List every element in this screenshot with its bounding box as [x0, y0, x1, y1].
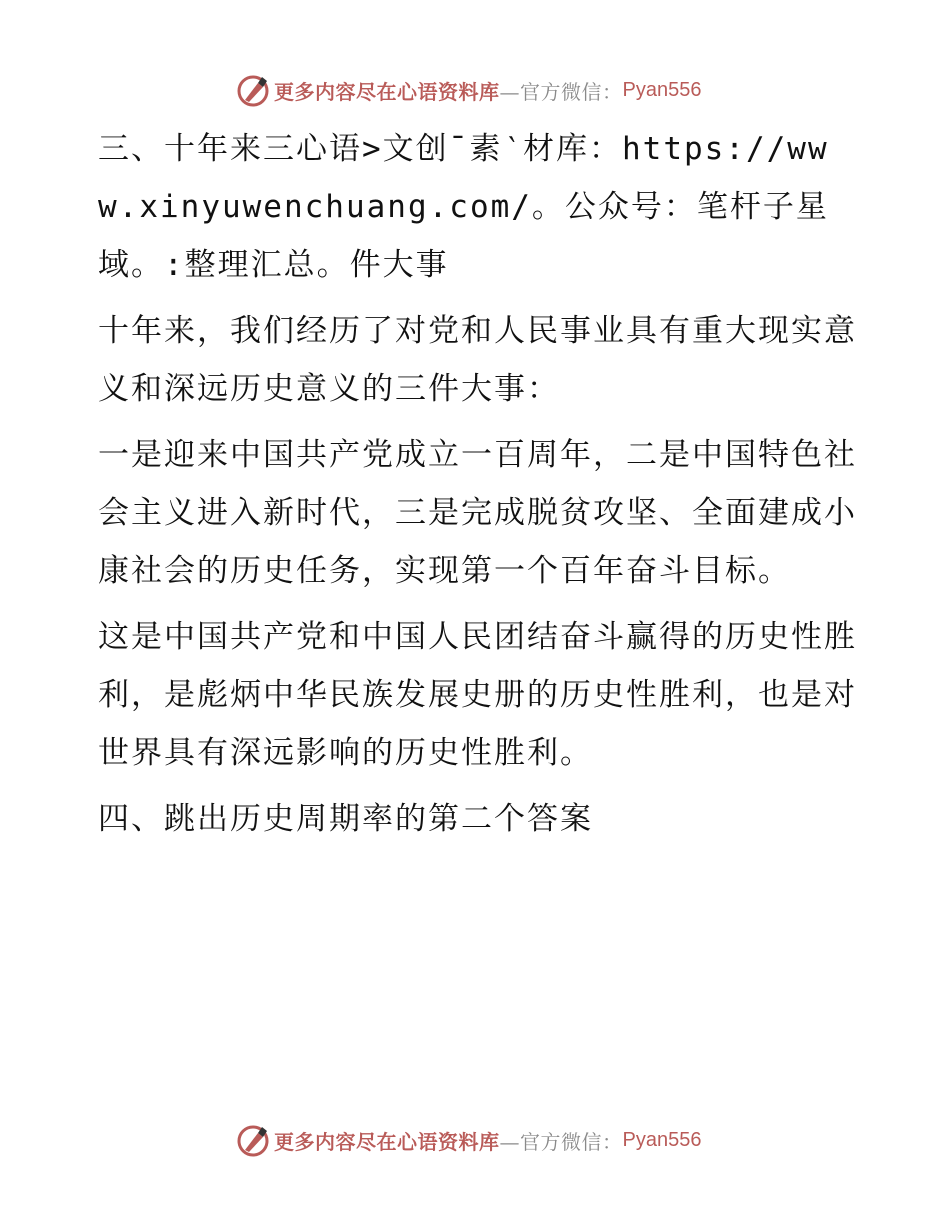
paragraph: 三、十年来三心语>文创¯素‵材库：https://www.xinyuwenchuang.com/。公众号：笔杆子星域。:整理汇总。件大事: [98, 131, 829, 283]
watermark-text: 更多内容尽在心语资料库: [274, 79, 500, 104]
watermark-separator: —官方微信：: [499, 79, 623, 104]
section-heading: 四、跳出历史周期率的第二个答案: [98, 801, 593, 837]
paragraph: 十年来，我们经历了对党和人民事业具有重大现实意义和深远历史意义的三件大事：: [98, 313, 857, 407]
watermark-handle: Pyan556: [622, 78, 702, 101]
paragraph: 一是迎来中国共产党成立一百周年，二是中国特色社会主义进入新时代，三是完成脱贫攻坚、全面建成小康社会的历史任务，实现第一个百年奋斗目标。: [98, 437, 857, 589]
watermark-text: 更多内容尽在心语资料库: [274, 1129, 500, 1154]
watermark-separator: —官方微信：: [499, 1129, 623, 1154]
header-watermark: [236, 72, 701, 108]
pen-logo-icon: [236, 1123, 270, 1157]
watermark-handle: Pyan556: [622, 1128, 702, 1151]
paragraph: 这是中国共产党和中国人民团结奋斗赢得的历史性胜利，是彪炳中华民族发展史册的历史性胜利，也是对世界具有深远影响的历史性胜利。: [98, 619, 857, 771]
pen-logo-icon: [236, 73, 270, 107]
footer-watermark: [236, 1122, 701, 1158]
document-body: [98, 120, 858, 856]
